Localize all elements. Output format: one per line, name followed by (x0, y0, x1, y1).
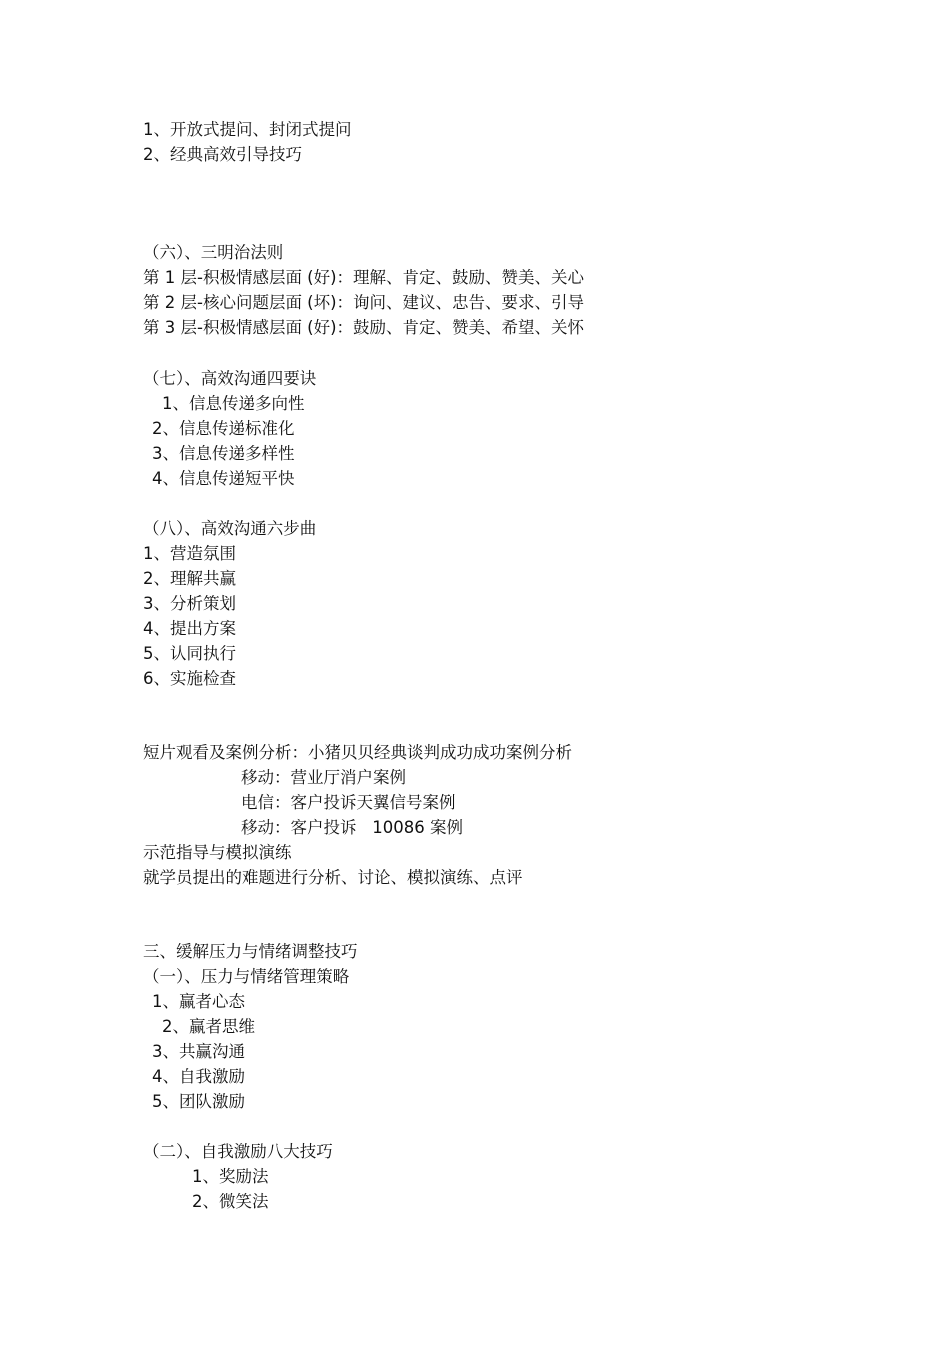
list-item: 3、分析策划 (143, 594, 236, 613)
list-item: 第 2 层-核心问题层面 (坏)：询问、建议、忠告、要求、引导 (143, 293, 585, 312)
list-item: 第 3 层-积极情感层面 (好)：鼓励、肯定、赞美、希望、关怀 (143, 318, 585, 337)
list-item: 1、信息传递多向性 (162, 394, 305, 413)
case-item: 电信：客户投诉天翼信号案例 (241, 793, 456, 812)
list-item: 1、奖励法 (192, 1167, 269, 1186)
list-item: 3、信息传递多样性 (152, 444, 295, 463)
list-item: 4、信息传递短平快 (152, 469, 295, 488)
section-heading: （八）、高效沟通六步曲 (143, 519, 317, 538)
section-heading: （一）、压力与情绪管理策略 (143, 967, 350, 986)
list-item: 1、赢者心态 (152, 992, 245, 1011)
list-item: 3、共赢沟通 (152, 1042, 245, 1061)
list-item: 2、微笑法 (192, 1192, 269, 1211)
demo-line: 示范指导与模拟演练 (143, 843, 292, 862)
list-item: 1、营造氛围 (143, 544, 236, 563)
list-item: 5、认同执行 (143, 644, 236, 663)
list-item: 5、团队激励 (152, 1092, 245, 1111)
discussion-line: 就学员提出的难题进行分析、讨论、模拟演练、点评 (143, 868, 523, 887)
list-item: 2、赢者思维 (162, 1017, 255, 1036)
list-item: 6、实施检查 (143, 669, 236, 688)
list-item: 第 1 层-积极情感层面 (好)：理解、肯定、鼓励、赞美、关心 (143, 268, 585, 287)
list-item: 2、理解共赢 (143, 569, 236, 588)
case-intro: 短片观看及案例分析：小猪贝贝经典谈判成功成功案例分析 (143, 743, 572, 762)
chapter-heading: 三、缓解压力与情绪调整技巧 (143, 942, 358, 961)
section-heading: （七）、高效沟通四要诀 (143, 369, 317, 388)
list-item: 2、经典高效引导技巧 (143, 145, 302, 164)
section-heading: （六）、三明治法则 (143, 243, 284, 262)
list-item: 1、开放式提问、封闭式提问 (143, 120, 352, 139)
list-item: 4、提出方案 (143, 619, 236, 638)
list-item: 4、自我激励 (152, 1067, 245, 1086)
case-item: 移动：营业厅消户案例 (241, 768, 406, 787)
section-heading: （二）、自我激励八大技巧 (143, 1142, 333, 1161)
list-item: 2、信息传递标准化 (152, 419, 295, 438)
case-item: 移动：客户投诉 10086 案例 (241, 818, 463, 837)
